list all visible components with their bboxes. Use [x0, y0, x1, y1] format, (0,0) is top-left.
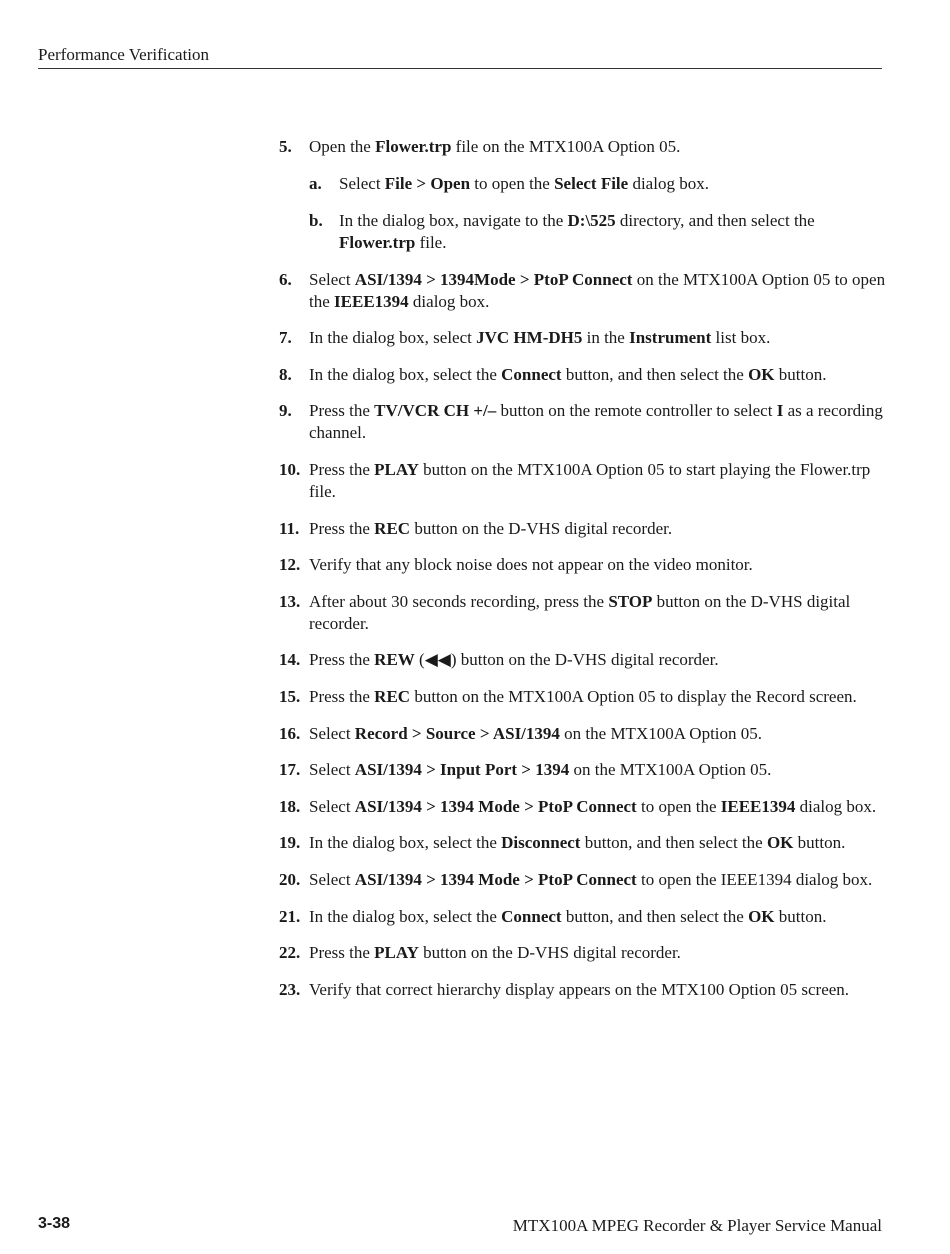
step-bold-term: OK — [748, 364, 775, 384]
step-bold-term: Connect — [501, 906, 562, 926]
step-bold-term: I — [776, 401, 784, 421]
step-bold-term: Select File — [554, 174, 629, 193]
step-bold-term: STOP — [608, 591, 653, 611]
step-bold-term: ASI/1394 > 1394Mode > PtoP Connect — [354, 269, 633, 289]
step-number: 23. — [279, 979, 301, 999]
step-text-segment: Press the — [309, 401, 375, 421]
step-text-segment: Press the — [309, 518, 375, 538]
step-bold-term: OK — [748, 906, 775, 926]
step-text-segment: directory, and then select the — [615, 211, 815, 230]
step-text-segment: button on the MTX100A Option 05 to start playing the Flower.trp file. — [309, 459, 871, 501]
step-number: 17. — [279, 760, 301, 780]
step-text-segment: Select — [309, 869, 355, 889]
step-text — [309, 724, 762, 743]
step-number: 21. — [279, 906, 301, 926]
step-text-segment: on the MTX100A Option 05. — [559, 723, 763, 743]
step-text-segment: file on the MTX100A Option 05. — [451, 137, 681, 156]
step-text — [309, 401, 883, 442]
step-text-segment: button. — [774, 906, 827, 926]
step-text — [339, 211, 815, 252]
step-text-segment: button on the D-VHS digital recorder. — [418, 943, 681, 963]
procedure-step — [279, 759, 889, 781]
step-text-segment: dialog box. — [408, 291, 490, 311]
step-text-segment: Select — [309, 796, 355, 816]
step-bold-term: PLAY — [374, 459, 419, 479]
step-number: a. — [309, 174, 322, 193]
procedure-step — [279, 906, 889, 928]
step-text-segment: Verify that correct hierarchy display appears on the MTX100 Option 05 screen. — [309, 979, 850, 999]
step-text-segment: dialog box. — [628, 174, 709, 193]
step-bold-term: ASI/1394 > Input Port > 1394 — [354, 760, 570, 780]
step-text — [309, 137, 680, 156]
step-text-segment: In the dialog box, select the — [309, 364, 502, 384]
procedure-step — [309, 173, 889, 195]
step-text-segment: on the MTX100A Option 05 to open the — [309, 269, 886, 311]
step-text-segment: button, and then select the — [561, 364, 749, 384]
step-text-segment: Press the — [309, 943, 375, 963]
step-text — [309, 943, 681, 962]
procedure-step — [279, 979, 889, 1001]
step-number: 6. — [279, 269, 292, 289]
step-number: 11. — [279, 518, 300, 538]
step-number: 10. — [279, 459, 301, 479]
header-rule — [38, 68, 882, 69]
procedure-step — [279, 269, 889, 313]
step-text — [309, 460, 870, 501]
step-text — [309, 833, 845, 852]
step-number: 22. — [279, 943, 301, 963]
procedure-step — [279, 796, 889, 818]
step-bold-term: JVC HM-DH5 — [476, 328, 583, 348]
step-number: 8. — [279, 364, 292, 384]
step-bold-term: Connect — [501, 364, 562, 384]
procedure-step — [309, 210, 889, 254]
substeps-list — [309, 173, 889, 254]
step-bold-term: Record > Source > ASI/1394 — [354, 723, 560, 743]
step-text-segment: as a recording channel. — [309, 401, 883, 443]
running-header: Performance Verification — [38, 45, 210, 64]
step-text-segment: to open the IEEE1394 dialog box. — [636, 869, 873, 889]
step-number: 5. — [279, 137, 292, 156]
step-number: 16. — [279, 723, 301, 743]
step-text-segment: button on the D-VHS digital recorder. — [309, 591, 851, 633]
step-text-segment: In the dialog box, select the — [309, 906, 502, 926]
step-text-segment: file. — [415, 233, 447, 252]
procedure-step — [279, 649, 889, 671]
step-text — [309, 592, 850, 633]
step-text-segment: button, and then select the — [561, 906, 749, 926]
procedure-step — [279, 518, 889, 540]
procedure-step — [279, 136, 889, 254]
step-number: 7. — [279, 328, 292, 348]
step-text — [309, 650, 719, 669]
procedure-steps-list — [279, 136, 889, 1015]
step-text-segment: Press the — [309, 459, 375, 479]
step-text-segment: to open the — [636, 796, 721, 816]
step-bold-term: TV/VCR CH +/– — [374, 401, 497, 421]
step-text-segment: button on the MTX100A Option 05 to display the Record screen. — [410, 686, 857, 706]
step-bold-term: PLAY — [374, 943, 419, 963]
step-bold-term: IEEE1394 — [720, 796, 796, 816]
step-bold-term: Flower.trp — [375, 137, 452, 156]
step-bold-term: Flower.trp — [339, 233, 416, 252]
procedure-step — [279, 364, 889, 386]
step-text-segment: In the dialog box, select — [309, 328, 477, 348]
step-text — [309, 328, 770, 347]
step-number: 18. — [279, 796, 301, 816]
step-text — [309, 555, 753, 574]
step-text — [309, 797, 876, 816]
procedure-step — [279, 832, 889, 854]
step-text-segment: to open the — [470, 174, 555, 193]
procedure-step — [279, 723, 889, 745]
step-text — [339, 174, 709, 193]
step-number: 15. — [279, 686, 301, 706]
step-number: 12. — [279, 555, 301, 575]
step-text — [309, 270, 885, 311]
step-text-segment: in the — [582, 328, 630, 348]
step-bold-term: ◀◀ — [424, 650, 451, 670]
step-text-segment: After about 30 seconds recording, press the — [309, 591, 609, 611]
step-text-segment: Press the — [309, 686, 375, 706]
step-text-segment: Open the — [309, 137, 376, 156]
step-number: 13. — [279, 591, 301, 611]
step-text-segment: ) button on the D-VHS digital recorder. — [450, 650, 719, 670]
step-number: b. — [309, 211, 323, 230]
step-text — [309, 519, 672, 538]
procedure-step — [279, 942, 889, 964]
step-text-segment: dialog box. — [795, 796, 877, 816]
step-number: 19. — [279, 833, 301, 853]
step-text — [309, 907, 826, 926]
procedure-step — [279, 459, 889, 503]
procedure-step — [279, 554, 889, 576]
step-bold-term: REC — [374, 686, 411, 706]
step-text-segment: button. — [774, 364, 827, 384]
step-number: 20. — [279, 869, 301, 889]
procedure-step — [279, 869, 889, 891]
procedure-step — [279, 591, 889, 635]
procedure-step — [279, 400, 889, 444]
step-text-segment: Select — [339, 174, 385, 193]
step-text-segment: Press the — [309, 650, 375, 670]
step-text — [309, 365, 826, 384]
step-bold-term: ASI/1394 > 1394 Mode > PtoP Connect — [354, 869, 637, 889]
step-text-segment: ( — [414, 650, 425, 670]
procedure-step — [279, 686, 889, 708]
step-text — [309, 980, 849, 999]
step-bold-term: REW — [374, 650, 415, 670]
step-text-segment: on the MTX100A Option 05. — [569, 760, 772, 780]
step-text — [309, 870, 872, 889]
step-text-segment: In the dialog box, navigate to the — [339, 211, 568, 230]
step-text-segment: Select — [309, 269, 355, 289]
step-text-segment: In the dialog box, select the — [309, 833, 502, 853]
step-bold-term: Instrument — [629, 328, 712, 348]
step-text — [309, 687, 857, 706]
procedure-step — [279, 327, 889, 349]
step-bold-term: D:\525 — [567, 211, 616, 230]
step-text-segment: Verify that any block noise does not appear on the video monitor. — [309, 555, 753, 575]
step-bold-term: IEEE1394 — [334, 291, 409, 311]
step-bold-term: REC — [374, 518, 411, 538]
step-bold-term: ASI/1394 > 1394 Mode > PtoP Connect — [354, 796, 637, 816]
step-text-segment: button. — [793, 833, 846, 853]
step-text-segment: button, and then select the — [580, 833, 767, 853]
step-text-segment: Select — [309, 723, 355, 743]
step-text-segment: list box. — [711, 328, 771, 348]
step-bold-term: Disconnect — [501, 833, 581, 853]
step-bold-term: File > Open — [384, 174, 471, 193]
step-text-segment: Select — [309, 760, 355, 780]
step-bold-term: OK — [766, 833, 794, 853]
step-text-segment: button on the remote controller to select — [496, 401, 777, 421]
step-text — [309, 760, 771, 779]
page-number: 3-38 — [38, 1215, 71, 1232]
step-number: 14. — [279, 650, 301, 670]
manual-title: MTX100A MPEG Recorder & Player Service Manual — [512, 1216, 882, 1235]
step-number: 9. — [279, 401, 292, 421]
step-text-segment: button on the D-VHS digital recorder. — [410, 518, 673, 538]
